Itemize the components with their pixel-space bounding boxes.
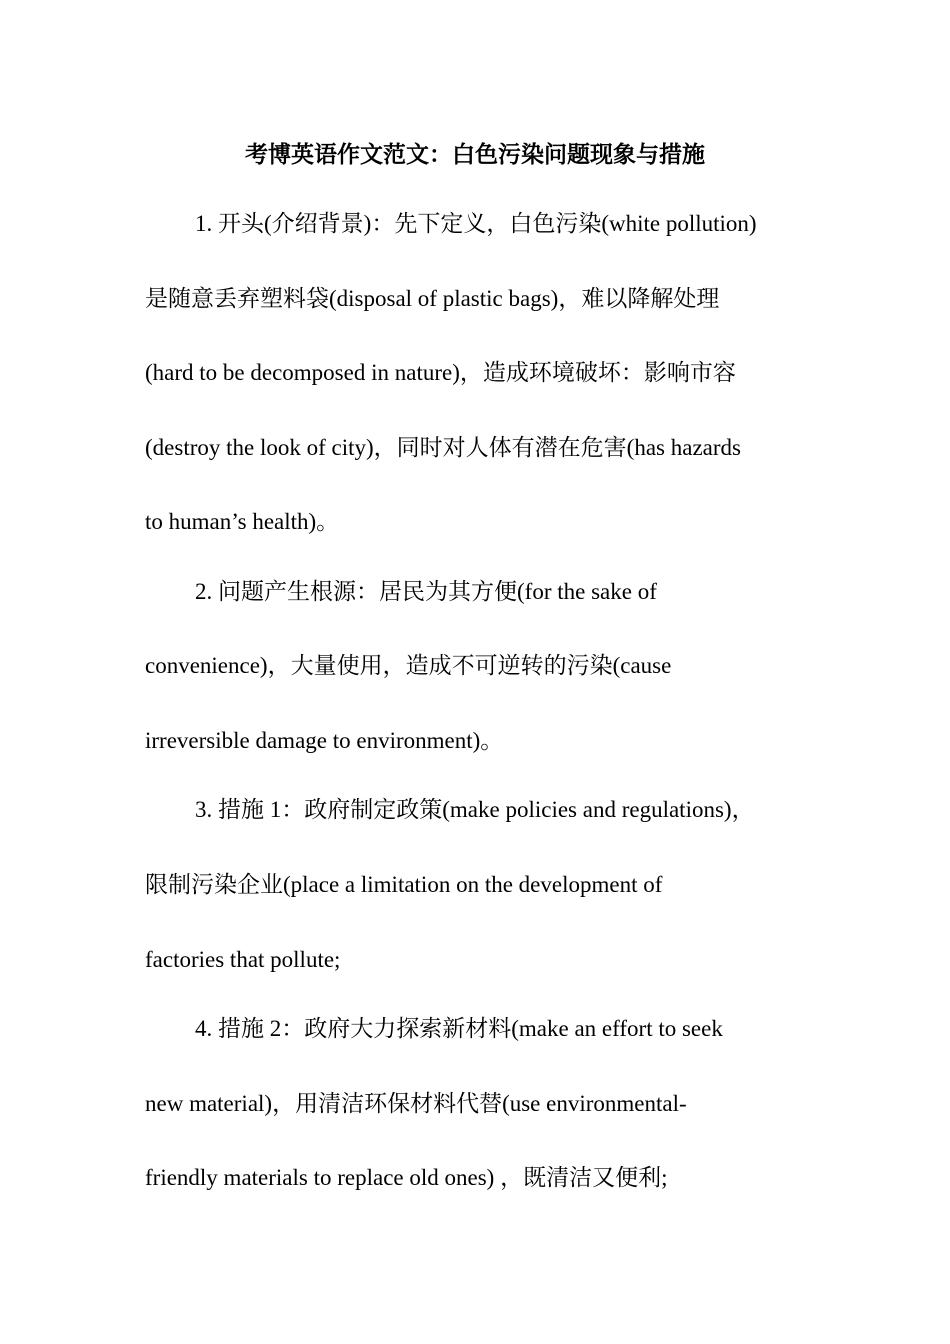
paragraph-1-line-1: 1. 开头(介绍背景)：先下定义，白色污染(white pollution)	[195, 211, 757, 236]
paragraph-4-line-2: new material)，用清洁环保材料代替(use environmental-	[145, 1091, 687, 1116]
paragraph-4-line-1: 4. 措施 2：政府大力探索新材料(make an effort to seek	[195, 1016, 723, 1041]
document-title: 考博英语作文范文：白色污染问题现象与措施	[245, 142, 705, 167]
paragraph-3-line-2: 限制污染企业(place a limitation on the development of	[145, 872, 663, 897]
paragraph-1-line-2: 是随意丢弃塑料袋(disposal of plastic bags)，难以降解处理	[145, 286, 720, 311]
paragraph-3-line-3: factories that pollute;	[145, 947, 341, 972]
paragraph-1-line-5: to human’s health)。	[145, 509, 340, 534]
paragraph-3-line-1: 3. 措施 1：政府制定政策(make policies and regulations)，	[195, 797, 755, 822]
paragraph-4-line-3: friendly materials to replace old ones) ，既清洁又便利;	[145, 1165, 668, 1190]
paragraph-2-line-2: convenience)，大量使用，造成不可逆转的污染(cause	[145, 653, 672, 678]
paragraph-2-line-3: irreversible damage to environment)。	[145, 728, 504, 753]
paragraph-1-line-3: (hard to be decomposed in nature)，造成环境破坏：影响市容	[145, 360, 736, 385]
paragraph-2-line-1: 2. 问题产生根源：居民为其方便(for the sake of	[195, 579, 657, 604]
paragraph-1-line-4: (destroy the look of city)，同时对人体有潜在危害(has hazards	[145, 435, 741, 460]
